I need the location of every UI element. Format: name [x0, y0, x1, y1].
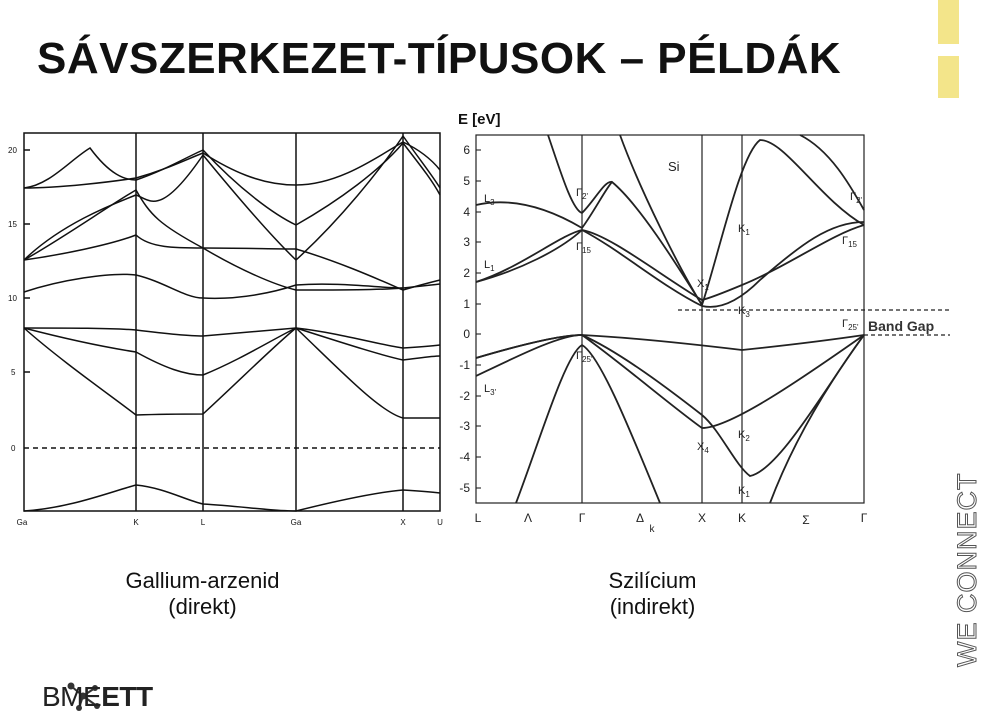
label-g15: $\Gamma_{15}$ [576, 241, 591, 255]
label-k3: $K_3$ [738, 305, 750, 319]
gaas-y-tick-labels [8, 146, 17, 453]
svg-text:K: K [133, 518, 139, 527]
gaas-caption-type: (direkt) [168, 594, 237, 619]
si-material-label: Si [668, 159, 680, 174]
svg-text:-3: -3 [459, 419, 470, 433]
svg-text:Ga: Ga [16, 518, 28, 527]
svg-text:K: K [737, 511, 747, 525]
label-g2p: $\Gamma_{2'}$ [576, 187, 589, 201]
label-g2p-right: $\Gamma_{2'}$ [850, 191, 863, 205]
si-frame [476, 135, 864, 503]
gaas-y-ticks [24, 150, 30, 372]
si-x-labels [475, 511, 868, 535]
si-y-ticks [476, 150, 481, 488]
si-valence-band-3 [476, 335, 864, 358]
label-g15-right: $\Gamma_{15}$ [842, 235, 857, 249]
si-conduction-band-4 [548, 135, 612, 213]
slide-title: SÁVSZERKEZET-TÍPUSOK – PÉLDÁK [37, 34, 842, 83]
svg-text:L: L [200, 518, 206, 527]
gaas-band-5 [24, 274, 440, 298]
svg-text:20: 20 [8, 146, 17, 155]
logo-prefix: BME [42, 681, 102, 712]
label-l3: $L_3$ [484, 193, 495, 207]
svg-text:Λ: Λ [523, 511, 533, 525]
svg-text:10: 10 [8, 294, 17, 303]
gaas-caption-name: Gallium-arzenid [125, 568, 280, 593]
svg-text:5: 5 [463, 174, 470, 188]
svg-text:1: 1 [463, 297, 470, 311]
gaas-band-8 [24, 136, 440, 260]
gaas-band-7 [24, 190, 403, 290]
si-energy-axis-label: E [eV] [458, 111, 501, 128]
gaas-band-6 [24, 235, 440, 290]
svg-text:X: X [697, 511, 707, 525]
svg-text:X: X [400, 518, 406, 527]
svg-text:-4: -4 [459, 450, 470, 464]
si-conduction-band-1 [476, 222, 864, 307]
si-conduction-band-2 [476, 225, 864, 300]
gaas-band-2 [24, 328, 440, 418]
si-caption-type: (indirekt) [609, 594, 696, 619]
si-caption-name: Szilícium [608, 568, 697, 593]
svg-text:Ga: Ga [290, 518, 302, 527]
band-gap-label: Band Gap [868, 318, 935, 334]
svg-text:-5: -5 [459, 481, 470, 495]
gaas-band-diagram [24, 133, 440, 511]
svg-text:-1: -1 [459, 358, 470, 372]
label-k2: $K_2$ [738, 429, 750, 443]
label-g25p-right: $\Gamma_{25'}$ [842, 318, 859, 332]
we-connect-side-text: WE CONNECT [952, 472, 982, 667]
gaas-band-3 [24, 328, 440, 375]
si-k-axis-label: k [649, 524, 655, 535]
svg-text:-2: -2 [459, 389, 470, 403]
gaas-band-10 [24, 142, 440, 188]
si-conduction-band-5 [620, 135, 702, 305]
svg-text:Δ: Δ [635, 511, 645, 525]
label-g25p: $\Gamma_{25'}$ [576, 350, 593, 364]
svg-text:U: U [437, 518, 443, 527]
svg-text:5: 5 [11, 368, 16, 377]
gaas-caption [100, 568, 305, 620]
label-k1-lower: $K_1$ [738, 485, 750, 499]
bmeett-logo [42, 681, 153, 713]
logo-bold: ETT [101, 681, 153, 712]
si-caption [565, 568, 740, 620]
label-k1-upper: $K_1$ [738, 223, 750, 237]
label-x4: $X_4$ [697, 441, 709, 455]
svg-text:3: 3 [463, 235, 470, 249]
svg-text:0: 0 [11, 444, 16, 453]
label-l1: $L_1$ [484, 259, 495, 273]
label-l3p: $L_{3'}$ [484, 383, 497, 397]
gaas-band-1 [24, 485, 440, 511]
label-x1: $X_1$ [697, 278, 709, 292]
svg-text:Γ: Γ [860, 511, 868, 525]
svg-text:L: L [474, 511, 482, 525]
gaas-x-labels [17, 518, 443, 527]
svg-text:0: 0 [463, 327, 470, 341]
gaas-band-4 [24, 328, 440, 348]
si-conduction-band-6 [702, 140, 864, 305]
svg-text:Γ: Γ [578, 511, 586, 525]
svg-text:15: 15 [8, 220, 17, 229]
si-valence-band-5 [770, 335, 864, 503]
svg-text:6: 6 [463, 143, 470, 157]
svg-text:Σ: Σ [802, 513, 810, 527]
si-y-tick-labels [459, 143, 470, 495]
svg-text:4: 4 [463, 205, 470, 219]
svg-text:2: 2 [463, 266, 470, 280]
